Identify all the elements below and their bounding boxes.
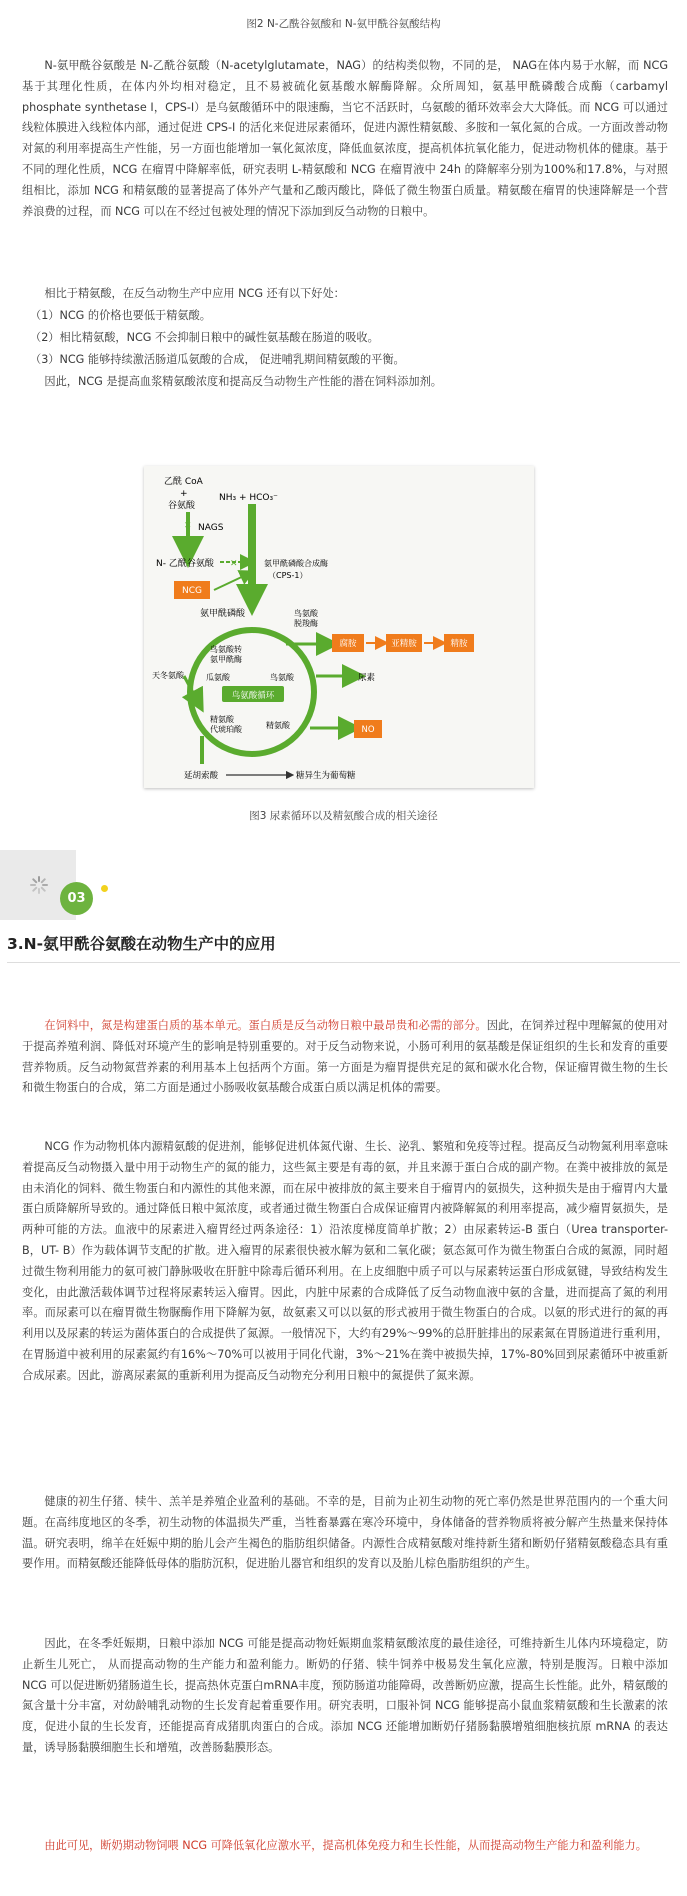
urea-label: 尿素 (358, 673, 376, 683)
spermine-label: 精胺 (450, 639, 468, 649)
section-divider (7, 962, 680, 963)
highlight-text-1: 在饲料中，氮是构建蛋白质的基本单元。蛋白质是反刍动物日粮中最昂贵和必需的部分。 (44, 1019, 487, 1032)
section-number-badge: 03 (60, 882, 93, 915)
intro-paragraph-1: N-氨甲酰谷氨酸是 N-乙酰谷氨酸（N-acetylglutamate，NAG）的结构类似物，不同的是， NAG在体内易于水解，而 NCG 基于其理化性质，在体内外均相对稳定，且不易被硫化氨基酸水解酶降解。众所周知，氨基甲酰磷酸合成酶（carbamyl phosphate synthetase I，CPS-I）是乌氨酸循环中的限速酶，当它不活跃时，乌氨酸的循环效率会大大降低。而 NCG 可以通过线粒体膜进入线粒体内部，通过促进 CPS-I 的活化来促进尿素循环，促进内源性精氨酸、多胺和一氧化氮的合成。一方面改善动物对氮的利用率提高生产性能，另一方面也能增加一氧化氮浓度，降低血氨浓度，提高机体抗氧化能力，促进动物机体的健康。基于不同的理化性质，NCG 在瘤胃中降解率低，研究表明 L-精氨酸和 NCG 在瘤胃液中 24h 的降解率分别为100%和17.8%，与对照组相比，添加 NCG 和精氨酸的显著提高了体外产气量和乙酸丙酸比，降低了微生物蛋白质量。精氨酸在瘤胃的快速降解是一个营养浪费的过程，而 NCG 可以在不经过包被处理的情况下添加到反刍动物的日粮中。 (22, 59, 668, 218)
figure2-caption: 图2 N-乙酰谷氨酸和 N-氨甲酰谷氨酸结构 (246, 18, 441, 30)
plus-sign: + (180, 489, 188, 499)
carbamyl-phosphate-label: 氨甲酰磷酸 (200, 609, 246, 619)
odc-label-1: 鸟氨酸 (294, 609, 318, 618)
badge-accent-dot (101, 885, 108, 892)
section-paragraph-2: NCG 作为动物机体内源精氨酸的促进剂，能够促进机体氮代谢、生长、泌乳、繁殖和免疫等过程。提高反刍动物氮利用率意味着提高反刍动物摄入量中用于动物生产的氮的能力，这些氮主要是有毒的氨，并且来源于蛋白合成的副产物。在粪中被排放的氮是由未消化的饲料、微生物蛋白和内源性的其他来源，而在尿中被排放的氮主要来自于瘤胃内的氨损失，这种损失是由于瘤胃内大量蛋白质降解所导致的。通过降低日粮中氮浓度，或者通过微生物蛋白合成保证瘤胃内被降解氮的利用率提高，减少瘤胃氨损失，是两种可能的方法。血液中的尿素进入瘤胃经过两条途径：1）沿浓度梯度简单扩散；2）由尿素转运-B 蛋白（Urea transporter-B，UT- B）作为载体调节支配的扩散。进入瘤胃的尿素很快被水解为氨和二氧化碳；氨态氮可作为微生物蛋白合成的氮源，同时超过微生物利用能力的氨可被门静脉吸收在肝脏中除毒后循环利用。在上皮细胞中质子可以与尿素转运蛋白形成氨键，导致结构发生变化，由此激活载体调节过程将尿素转运入瘤胃。因此，内脏中尿素的合成降低了反刍动物血液中氨的含量，进而提高了氮的利用率。而尿素可以在瘤胃微生物脲酶作用下降解为氨，故氨素又可以以氨的形式被用于微生物蛋白的合成。以氨的形式进行的氮的再利用以及尿素的转运为菌体蛋白的合成提供了氮源。一般情况下，大约有29%～99%的总肝脏排出的尿素氮在胃肠道进行重利用，在胃肠道中被利用的尿素氮约有16%～70%可以被用于同化代谢，3%～21%在粪中被损失掉，17%-80%回到尿素循环中被重新合成尿素。因此，游离尿素氮的重新利用为提高反刍动物充分利用日粮中的氮提供了氮来源。 (22, 1140, 668, 1382)
ornithine-inner-label: 鸟氨酸 (270, 673, 294, 682)
putrescine-label: 腐胺 (339, 639, 357, 649)
ncg-to-cps-arrow (214, 574, 248, 590)
arginine-label: 精氨酸 (266, 721, 290, 730)
cps-abbr-label: （CPS-1） (268, 571, 308, 580)
nh3-label: NH₃ + HCO₃⁻ (219, 493, 278, 503)
ornithine-cycle-label: 鸟氨酸循环 (231, 691, 275, 701)
citrulline-label: 瓜氨酸 (206, 673, 230, 682)
ncg-label: NCG (182, 586, 202, 596)
loading-spinner-icon (29, 875, 49, 895)
aspartate-label: 天冬氨酸 (152, 671, 184, 680)
spermidine-label: 亚精胺 (391, 639, 417, 649)
nags-x-mark: ✕ (184, 521, 192, 531)
glucose-label: 糖异生为葡萄糖 (296, 771, 356, 781)
section-paragraph-5: 由此可见，断奶期动物饲喂 NCG 可降低氧化应激水平，提高机体免疫力和生长性能，从而提高动物生产能力和盈利能力。 (44, 1839, 647, 1852)
odc-label-2: 脱羧酶 (294, 619, 318, 628)
intro-paragraph-2: 相比于精氨酸，在反刍动物生产中应用 NCG 还有以下好处： (44, 287, 345, 300)
urea-cycle-diagram (144, 466, 534, 788)
otc-label-2: 氨甲酰酶 (210, 655, 242, 664)
figure3-caption: 图3 尿素循环以及精氨酸合成的相关途径 (249, 810, 438, 822)
cps-bar (248, 504, 256, 594)
otc-label-1: 鸟氨酸转 (210, 645, 242, 654)
acetyl-coa-label: 乙酰 CoA (164, 477, 203, 487)
section-paragraph-3: 健康的初生仔猪、犊牛、羔羊是养殖企业盈利的基础。不幸的是，目前为止初生动物的死亡率仍然是世界范围内的一个重大问题。在高纬度地区的冬季，初生动物的体温损失严重，当牲畜暴露在寒冷环境中，身体储备的营养物质将被分解产生热量来保持体温。研究表明，绵羊在妊娠中期的胎儿会产生褐色的脂肪组织储备。内源性合成精氨酸对维持新生猪和断奶仔猪精氨酸稳态具有重要作用。而精氨酸还能降低母体的脂肪沉积，促进胎儿器官和组织的发育以及胎儿棕色脂肪组织的产生。 (22, 1495, 668, 1571)
urea-cycle-figure (144, 466, 534, 788)
nag-label: N- 乙酰谷氨酸 (156, 559, 214, 569)
nag-x-mark: ✕ (230, 559, 238, 569)
intro-paragraph-3: 因此，NCG 是提高血浆精氨酸浓度和提高反刍动物生产性能的潜在饲料添加剂。 (44, 375, 442, 388)
argsucc-label-1: 精氨酸 (210, 715, 234, 724)
section-paragraph-1-rest: 因此，在饲养过程中理解氮的使用对于提高养殖利润、降低对环境产生的影响是特别重要的。对于反刍动物来说，小肠可利用的氨基酸是保证组织的生长和发育的重要营养物质。反刍动物氮营养素的利用基本上包括两个方面。第一方面是为瘤胃提供充足的氮和碳水化合物，保证瘤胃微生物的生长和微生物蛋白的合成，第二方面是通过小肠吸收氨基酸合成蛋白质以满足机体的需要。 (22, 1019, 668, 1095)
benefit-item-1: （1）NCG 的价格也要低于精氨酸。 (30, 309, 211, 322)
benefit-item-3: （3）NCG 能够持续激活肠道瓜氨酸的合成， 促进哺乳期间精氨酸的平衡。 (30, 353, 405, 366)
nags-label: NAGS (198, 523, 224, 533)
benefit-item-2: （2）相比精氨酸，NCG 不会抑制日粮中的碱性氨基酸在肠道的吸收。 (30, 331, 379, 344)
fumarate-label: 延胡索酸 (184, 771, 219, 781)
section-paragraph-4: 因此，在冬季妊娠期，日粮中添加 NCG 可能是提高动物妊娠期血浆精氨酸浓度的最佳途径，可维持新生儿体内环境稳定，防止新生儿死亡， 从而提高动物的生产能力和盈利能力。断奶的仔猪、犊牛饲养中极易发生氧化应激，特别是腹泻。日粮中添加 NCG 可以促进断奶猪肠道生长，提高热休克蛋白mRNA丰度，预防肠道功能障碍，改善断奶应激，提高生长性能。此外，精氨酸的氮含量十分丰富，对幼龄哺乳动物的生长发育起着重要作用。研究表明，口服补饲 NCG 能够提高小鼠血浆精氨酸和生长激素的浓度，促进小鼠的生长发育，还能提高育成猪肌肉蛋白的合成。添加 NCG 还能增加断奶仔猪肠黏膜增殖细胞核抗原 mRNA 的表达量，诱导肠黏膜细胞生长和增殖，改善肠黏膜形态。 (22, 1637, 668, 1754)
section-paragraph-1 (22, 1016, 668, 1099)
no-label: NO (361, 725, 375, 735)
argsucc-label-2: 代琥珀酸 (210, 725, 242, 734)
section-title: 3.N-氨甲酰谷氨酸在动物生产中的应用 (7, 935, 276, 953)
cps-label: 氨甲酰磷酸合成酶 (264, 559, 328, 568)
glutamate-label: 谷氨酸 (168, 501, 196, 511)
